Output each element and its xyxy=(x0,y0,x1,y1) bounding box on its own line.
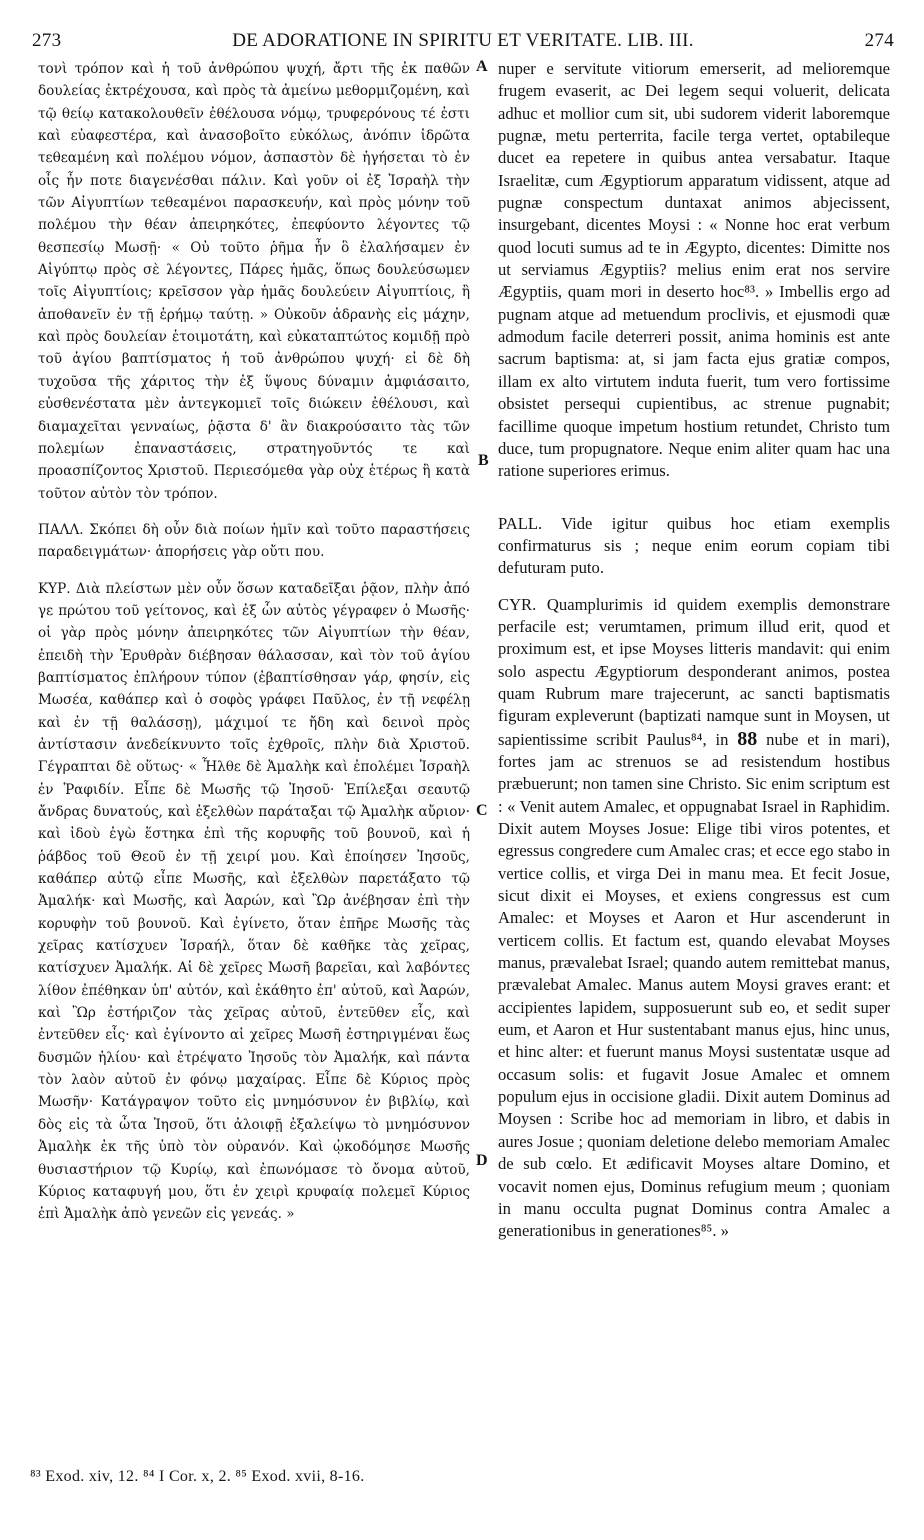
footnotes: ⁸³ Exod. xiv, 12. ⁸⁴ I Cor. x, 2. ⁸⁵ Exod. xvii, 8-16. xyxy=(30,1468,365,1485)
greek-paragraph-2: ΠΑΛΛ. Σκόπει δὴ οὖν διὰ ποίων ἡμῖν καὶ τοῦτο παραστήσεις παραδειγμάτων· ἀπορήσεις γὰρ οὔτι που. xyxy=(38,521,470,561)
margin-letter-c: C xyxy=(476,802,488,819)
page-number-left: 273 xyxy=(32,30,62,51)
page-header xyxy=(30,24,896,58)
greek-column xyxy=(38,58,470,1226)
column-marker: 88 xyxy=(737,727,758,750)
running-title: DE ADORATIONE IN SPIRITU ET VERITATE. LIB. III. xyxy=(232,30,694,51)
latin-paragraph-2: PALL. Vide igitur quibus hoc etiam exemplis confirmaturus sis ; neque enim eorum copiam tibi defuturam puto. xyxy=(498,513,890,578)
latin-paragraph-3-rest: nube et in mari), fortes jam ac strenuos se ad resistendum hostibus præbuerunt; non tamen sine Christo. Sic enim scriptum est : « Venit autem Amalec, et oppugnabat Israel in Raphidim. Dixit autem Moyses Josue: Elige tibi viros potentes, et egressus congredere cum Amalec cras; et ecce ego stabo in vertice collis, et virga Dei in manu mea. Et fecit Josue, sicut dixit ei Moyses, et exiens congressus est cum Amalec: et Moyses et Aaron et Hur ascenderunt in verticem collis. Et factum est, quando elevabat Moyses manus, prævalebat Israel; quando autem remittebat manus, prævalebat Amalec. Manus autem Moysi graves erant: et accipientes lapidem, supposuerunt sub eo, et sedit super eum, et Aaron et Hur sustentabant manus ejus, hinc unus, et hinc alter: et fuerunt manus Moysi sustentatæ usque ad occasum solis: et fugavit Josue Amalec et omnem populum ejus in occisione gladii. Dixit autem Dominus ad Moysen : Scribe hoc ad memoriam in libro, et dabis in aures Josue ; quoniam deletione delebo memoriam Amalec de sub cœlo. Et ædificavit Moyses altare Domino, et vocavit nomen ejus, Dominus refugium meum ; quoniam in manu occulta pugnat Dominus contra Amalec a generationibus in generationes⁸⁵. » xyxy=(498,729,890,1241)
page-number-right: 274 xyxy=(864,30,894,51)
latin-paragraph-1: nuper e servitute vitiorum emerserit, ad melioremque frugem evaserit, ac Dei legem sequi voluerit, delicata adhuc et mollior cum sit, ubi sudorem viderit laboremque pugnæ, metu perterrita, facile terga vertet, optabileque ducet ea repetere in quibus antea versabatur. Itaque Israelitæ, cum Ægyptiorum apparatum vidissent, atque ad pugnæ conspectum duntaxat animos abjecissent, insurgebant, dicentes Moysi : « Nonne hoc erat verbum quod locuti sumus ad te in Ægypto, dicentes: Dimitte nos ut serviamus Ægyptiis? melius enim erat nos servire Ægyptiis, quam mori in deserto hoc⁸³. » Imbellis ergo ad pugnam atque ad metuendum proclivis, et ejusmodi quæ admodum facile deterreri possit, anima hominis est ante sacrum baptisma: at, si jam facta ejus gratiæ compos, illam ex alto virtutem induta fuerit, tum vero fortissime obsistet persequi cupientibus, ac strenue pugnabit; facillime quoque impetum hostium retundet, Christo tum duce, tum propugnatore. Neque enim aliter quam hac una ratione superiores erimus. xyxy=(498,59,890,481)
latin-paragraph-3 xyxy=(498,594,890,1243)
margin-letter-b: B xyxy=(478,452,489,469)
two-column-text xyxy=(30,58,896,1438)
latin-paragraph-3-start: CYR. Quamplurimis id quidem exemplis demonstrare perfacile est; verumtamen, primum illud erit, quod et proximum est, et ipse Moyses litteris mandavit: qui enim solo aspectu Ægyptiorum desponderant animos, postea quam Rubrum mare trajecerunt, ac sancti baptismatis figuram expleverunt (baptizati namque sunt in Moysen, ut sapientissime scribit Paulus⁸⁴, in xyxy=(498,594,890,749)
margin-letter-a: A xyxy=(476,58,488,75)
latin-column xyxy=(498,58,890,1243)
margin-letter-d: D xyxy=(476,1152,488,1169)
greek-paragraph-3: ΚΥΡ. Διὰ πλείστων μὲν οὖν ὅσων καταδεῖξαι ῥᾷον, πλὴν ἀπό γε πρώτου τοῦ γείτονος, καὶ ἐξ ὧν αὐτὸς γέγραφεν ὁ Μωσῆς· οἱ γὰρ πρὸς μόνην ἀπειρηκότες τῶν Αἰγυπτίων τὴν θέαν, ἐπειδὴ τὴν Ἐρυθρὰν διέβησαν θάλασσαν, καὶ τὸν τοῦ ἁγίου βαπτίσματος ἐπλήρουν τύπον (ἐβαπτίσθησαν γάρ, φησίν, εἰς Μωσέα, καθάπερ καὶ ὁ σοφὸς γράφει Παῦλος, ἐν τῇ νεφέλῃ καὶ ἐν τῇ θαλάσσῃ), μάχιμοί τε ἤδη καὶ δεινοὶ πρὸς ἀντίστασιν ἀνεδείκνυντο τοῖς ἐχθροῖς, πλὴν διὰ Χριστοῦ. Γέγραπται δὲ οὕτως· « Ἦλθε δὲ Ἀμαλὴκ καὶ ἐπολέμει Ἰσραὴλ ἐν Ῥαφιδίν. Εἶπε δὲ Μωσῆς τῷ Ἰησοῦ· Ἐπίλεξαι σεαυτῷ ἄνδρας δυνατούς, καὶ ἐξελθὼν παράταξαι τῷ Ἀμαλὴκ αὔριον· καὶ ἰδοὺ ἐγὼ ἕστηκα ἐπὶ τῆς κορυφῆς τοῦ βουνοῦ, καὶ ἡ ῥάβδος τοῦ Θεοῦ ἐν τῇ χειρί μου. Καὶ ἐποίησεν Ἰησοῦς, καθάπερ αὐτῷ εἶπε Μωσῆς, καὶ ἐξελθὼν παρετάξατο τῷ Ἀμαλήκ· καὶ Μωσῆς, καὶ Ἀαρών, καὶ Ὢρ ἀνέβησαν ἐπὶ τὴν κορυφὴν τοῦ βουνοῦ. Καὶ ἐγίνετο, ὅταν ἐπῆρε Μωσῆς τὰς χεῖρας κατίσχυεν Ἰσραήλ, ὅταν δὲ καθῆκε τὰς χεῖρας, κατίσχυεν Ἀμαλήκ. Αἱ δὲ χεῖρες Μωσῆ βαρεῖαι, καὶ λαβόντες λίθον ἐπέθηκαν ὑπ' αὐτόν, καὶ ἐκάθητο ἐπ' αὐτοῦ, καὶ Ἀαρών, καὶ Ὢρ ἐστήριζον τὰς χεῖρας αὐτοῦ, ἐντεῦθεν εἷς, καὶ ἐντεῦθεν εἷς· καὶ ἐγίνοντο αἱ χεῖρες Μωσῆ ἐστηριγμέναι ἕως δυσμῶν ἡλίου· καὶ ἐτρέψατο Ἰησοῦς τὸν Ἀμαλήκ, καὶ πάντα τὸν λαὸν αὐτοῦ ἐν φόνῳ μαχαίρας. Εἶπε δὲ Κύριος πρὸς Μωσῆν· Κατάγραψον τοῦτο εἰς μνημόσυνον ἐν βιβλίῳ, καὶ δὸς εἰς τὰ ὦτα Ἰησοῦ, ὅτι ἀλοιφῇ ἐξαλείψω τὸ μνημόσυνον Ἀμαλὴκ ἐκ τῆς ὑπὸ τὸν οὐρανόν. Καὶ ᾠκοδόμησε Μωσῆς θυσιαστήριον τῷ Κυρίῳ, καὶ ἐπωνόμασε τὸ ὄνομα αὐτοῦ, Κύριος καταφυγή μου, ὅτι ἐν χειρὶ κρυφαίᾳ πολεμεῖ Κύριος ἐπὶ Ἀμαλὴκ ἀπὸ γενεῶν εἰς γενεάς. » xyxy=(38,580,470,1223)
greek-paragraph-1: τονὶ τρόπον καὶ ἡ τοῦ ἀνθρώπου ψυχή, ἄρτι τῆς ἐκ παθῶν δουλείας ἐκτρέχουσα, καὶ πρὸς τὰ ἀμείνω μεθορμιζομένη, καὶ τῷ θείῳ κατακολουθεῖν ἐθέλουσα νόμῳ, τρυφερόνους τέ ἐστι καὶ εὐαφεστέρα, καὶ ἀνασοβοῖτο εὐκόλως, ἀνόπιν ἱδρῶτα τεθεαμένη καὶ πολέμου νόμον, ἀσπαστὸν δὲ ἡγήσεται τὸ ἐν οἷς ἦν ποτε διαγενέσθαι πάλιν. Καὶ γοῦν οἱ ἐξ Ἰσραὴλ τὴν τῶν Αἰγυπτίων τεθεαμένοι παρασκευήν, καὶ πρὸς μόνην τοῦ πολέμου τὴν θέαν ἀπειρηκότες, ἐπεφύοντο λέγοντες τῷ θεσπεσίῳ Μωσῇ· « Οὐ τοῦτο ῥῆμα ἦν ὃ ἐλαλήσαμεν ἐν Αἰγύπτῳ πρὸς σὲ λέγοντες, Πάρες ἡμᾶς, ὅπως δουλεύσωμεν τοῖς Αἰγυπτίοις; κρεῖσσον γὰρ ἡμᾶς δουλεύειν Αἰγυπτίοις, ἢ ἀποθανεῖν ἐν τῇ ἐρήμῳ ταύτῃ. » Οὐκοῦν ἀδρανὴς εἰς μάχην, καὶ πρὸς δουλείαν ἑτοιμοτάτη, καὶ εὐκαταπτώτος κομιδῇ πρὸ τοῦ ἁγίου βαπτίσματος ἡ τοῦ ἀνθρώπου ψυχή· εἰ δὲ δὴ τυχοῦσα τῆς χάριτος τὴν ἐξ ὕψους δύναμιν ἀμφιάσαιτο, εὐσθενέστατα μὲν ἀντεγκομιεῖ τοῖς διώκειν ἐθέλουσι, καὶ διαμαχεῖται γενναίως, ῥᾷστα δ' ἂν διακρούσαιτο τὰς τῶν πολεμίων ἐπαναστάσεις, στρατηγοῦντός τε καὶ προασπίζοντος Χριστοῦ. Περιεσόμεθα γὰρ οὐχ ἑτέρως ἢ κατὰ τοῦτον αὐτὸν τὸν τρόπον. xyxy=(38,61,470,502)
document-page xyxy=(30,24,896,1514)
